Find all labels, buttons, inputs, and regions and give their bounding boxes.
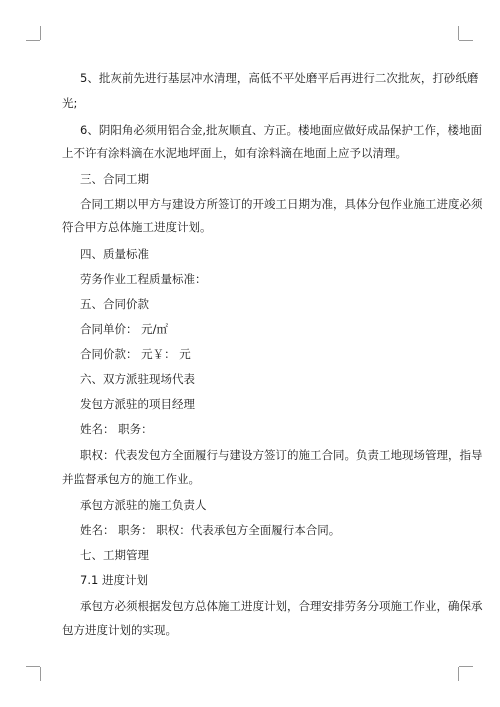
section-3-heading: 三、合同工期 [80, 172, 149, 186]
section-4-body: 劳务作业工程质量标准： [80, 272, 207, 286]
crop-mark-top-right-horizontal [459, 40, 473, 41]
contractor-rep-title: 发包方派驻的项目经理 [80, 397, 195, 411]
section-7-1-heading: 7.1 进度计划 [80, 573, 148, 587]
item-6-line1: 6、阴阳角必须用铝合金,批灰顺直、方正。楼地面应做好成品保护工作，楼地面 [80, 123, 482, 137]
contractor-rep-name: 姓名： 职务： [80, 422, 153, 436]
section-4-heading: 四、质量标准 [80, 247, 149, 261]
item-5-line1: 5、批灰前先进行基层冲水清理，高低不平处磨平后再进行二次批灰，打砂纸磨 [80, 71, 479, 85]
item-5-line2: 光; [62, 96, 78, 110]
crop-mark-top-right-vertical [458, 26, 459, 40]
subcontractor-rep-name: 姓名： 职务： 职权：代表承包方全面履行本合同。 [80, 523, 341, 537]
section-5-heading: 五、合同价款 [80, 297, 149, 311]
section-3-body-line2: 符合甲方总体施工进度计划。 [62, 220, 212, 234]
unit-price: 合同单价： 元/㎡ [80, 322, 169, 336]
total-price: 合同价款： 元￥： 元 [80, 347, 191, 361]
crop-mark-bottom-right-vertical [458, 667, 459, 681]
crop-mark-bottom-left-vertical [40, 667, 41, 681]
crop-mark-bottom-left-horizontal [26, 666, 40, 667]
crop-mark-top-left-horizontal [26, 40, 40, 41]
contractor-rep-duty-line1: 职权：代表发包方全面履行与建设方签订的施工合同。负责工地现场管理，指导 [80, 448, 483, 462]
section-7-heading: 七、工期管理 [80, 548, 149, 562]
contractor-rep-duty-line2: 并监督承包方的施工作业。 [62, 472, 200, 486]
section-3-body-line1: 合同工期以甲方与建设方所签订的开竣工日期为准，具体分包作业施工进度必须 [80, 197, 483, 211]
section-6-heading: 六、双方派驻现场代表 [80, 372, 195, 386]
crop-mark-bottom-right-horizontal [459, 666, 473, 667]
section-7-1-body-line1: 承包方必须根据发包方总体施工进度计划，合理安排劳务分项施工作业，确保承 [80, 599, 483, 613]
section-7-1-body-line2: 包方进度计划的实现。 [62, 623, 177, 637]
subcontractor-rep-title: 承包方派驻的施工负责人 [80, 498, 207, 512]
crop-mark-top-left-vertical [40, 26, 41, 40]
item-6-line2: 上不许有涂料滴在水泥地坪面上，如有涂料滴在地面上应予以清理。 [62, 146, 407, 160]
